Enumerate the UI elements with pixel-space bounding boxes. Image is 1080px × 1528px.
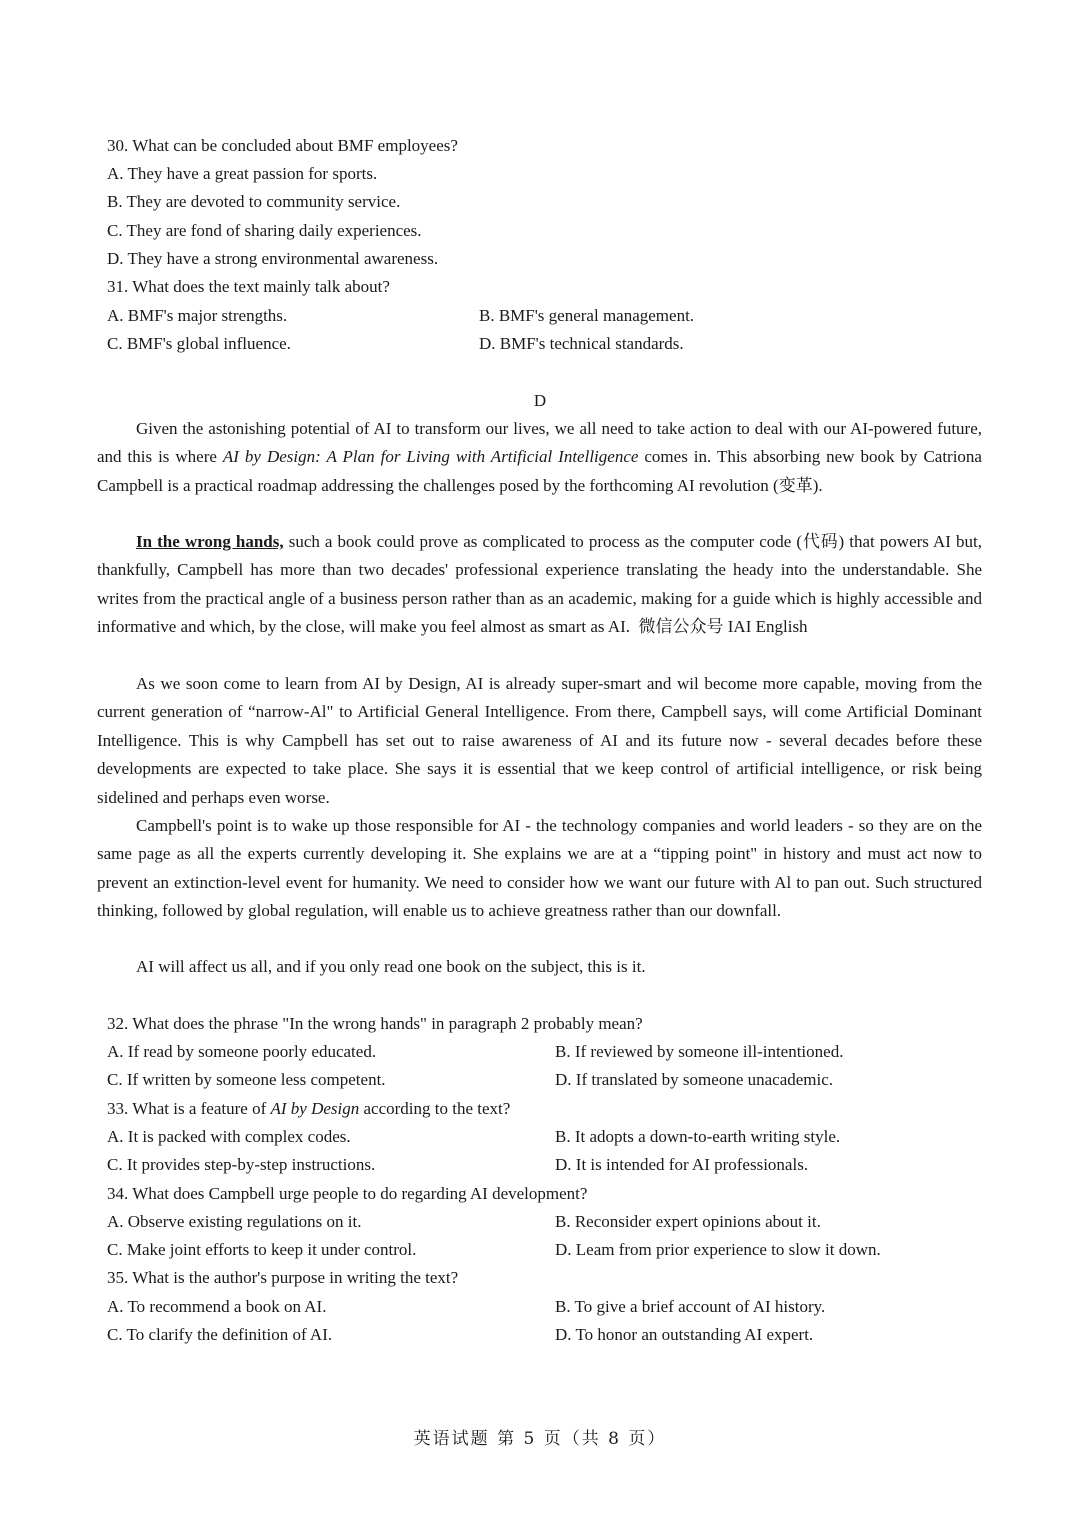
q33-stem-a: 33. What is a feature of bbox=[107, 1099, 271, 1118]
q32-stem: 32. What does the phrase "In the wrong hands" in paragraph 2 probably mean? bbox=[107, 1014, 643, 1033]
q31-stem: 31. What does the text mainly talk about? bbox=[107, 277, 390, 296]
passage-paragraph-4: Campbell's point is to wake up those responsible for AI - the technology companies and world leaders - so they are on the same page as all the experts currently developing it. She explains we are at a “tipping point" in history and must act now to prevent an extinction-level event for humanity. We need to consider how we want our future with Al to pan out. Such structured thinking, followed by global regulation, will enable us to achieve greatness rather than our downfall. bbox=[97, 816, 982, 921]
q33-stem bbox=[107, 1099, 510, 1119]
q35-option-d: D. To honor an outstanding AI expert. bbox=[555, 1325, 814, 1344]
q32-option-a: A. If read by someone poorly educated. bbox=[107, 1042, 377, 1061]
q34-option-b: B. Reconsider expert opinions about it. bbox=[555, 1212, 821, 1231]
q30-option-c: C. They are fond of sharing daily experiences. bbox=[107, 221, 422, 240]
p2-text: such a book could prove as complicated to process as the computer code (代码) that powers AI but, thankfully, Campbell has more than two decades' professional experience translating the heady into the understandable. She writes from the practical angle of a business person rather than as an academic, making for a guide which is highly accessible and informative and which, by the close, will make you feel almost as smart as AI. bbox=[97, 532, 982, 637]
passage-paragraph-2 bbox=[97, 528, 982, 642]
q33-option-c: C. It provides step-by-step instructions. bbox=[107, 1155, 376, 1174]
watermark-text: 微信公众号 IAI English bbox=[638, 617, 808, 637]
q35-option-b: B. To give a brief account of AI history. bbox=[555, 1297, 826, 1316]
q33-option-b: B. It adopts a down-to-earth writing style. bbox=[555, 1127, 841, 1146]
p1-text-a: Given the astonishing potential of AI to transform our lives, we all need to take action to deal with our AI-powered future, and this is where bbox=[97, 419, 982, 467]
q33-book-title: AI by Design bbox=[270, 1099, 360, 1118]
q34-stem: 34. What does Campbell urge people to do regarding AI development? bbox=[107, 1184, 588, 1203]
q32-option-d: D. If translated by someone unacademic. bbox=[555, 1070, 834, 1089]
q33-option-d: D. It is intended for AI professionals. bbox=[555, 1155, 809, 1174]
page-footer: 英语试题 第 5 页（共 8 页） bbox=[413, 1429, 667, 1449]
q31-option-a: A. BMF's major strengths. bbox=[107, 306, 288, 325]
q32-option-b: B. If reviewed by someone ill-intentioned. bbox=[555, 1042, 844, 1061]
q34-option-c: C. Make joint efforts to keep it under control. bbox=[107, 1240, 417, 1259]
q34-option-d: D. Leam from prior experience to slow it down. bbox=[555, 1240, 881, 1259]
q31-option-c: C. BMF's global influence. bbox=[107, 334, 291, 353]
q32-option-c: C. If written by someone less competent. bbox=[107, 1070, 386, 1089]
q30-option-d: D. They have a strong environmental awareness. bbox=[107, 249, 439, 268]
q35-option-a: A. To recommend a book on AI. bbox=[107, 1297, 327, 1316]
q33-stem-b: according to the text? bbox=[359, 1099, 511, 1118]
q35-option-c: C. To clarify the definition of AI. bbox=[107, 1325, 333, 1344]
q31-option-d: D. BMF's technical standards. bbox=[479, 334, 684, 353]
key-phrase: In the wrong hands, bbox=[136, 532, 284, 551]
q30-option-b: B. They are devoted to community service. bbox=[107, 192, 401, 211]
section-label: D bbox=[533, 391, 547, 410]
passage-paragraph-3: As we soon come to learn from AI by Design, AI is already super-smart and wil become more capable, moving from the current generation of “narrow-Al" to Artificial General Intelligence. From there, Campbell says, will come Artificial Dominant Intelligence. This is why Campbell has set out to raise awareness of AI and its future now - several decades before these developments are expected to take place. She says it is essential that we keep control of artificial intelligence, or risk being sidelined and perhaps even worse. bbox=[97, 674, 982, 807]
passage-paragraph-1 bbox=[97, 415, 982, 500]
q30-option-a: A. They have a great passion for sports. bbox=[107, 164, 378, 183]
q31-option-b: B. BMF's general management. bbox=[479, 306, 695, 325]
q30-stem: 30. What can be concluded about BMF employees? bbox=[107, 136, 458, 155]
q34-option-a: A. Observe existing regulations on it. bbox=[107, 1212, 362, 1231]
q35-stem: 35. What is the author's purpose in writing the text? bbox=[107, 1268, 459, 1287]
book-title: AI by Design: A Plan for Living with Artificial Intelligence bbox=[222, 447, 639, 467]
passage-paragraph-5: AI will affect us all, and if you only read one book on the subject, this is it. bbox=[136, 957, 646, 976]
q33-option-a: A. It is packed with complex codes. bbox=[107, 1127, 351, 1146]
p1-text-b: comes in. This absorbing new book by Catriona Campbell is a practical roadmap addressing the challenges posed by the forthcoming AI revolution (变革). bbox=[97, 447, 982, 495]
